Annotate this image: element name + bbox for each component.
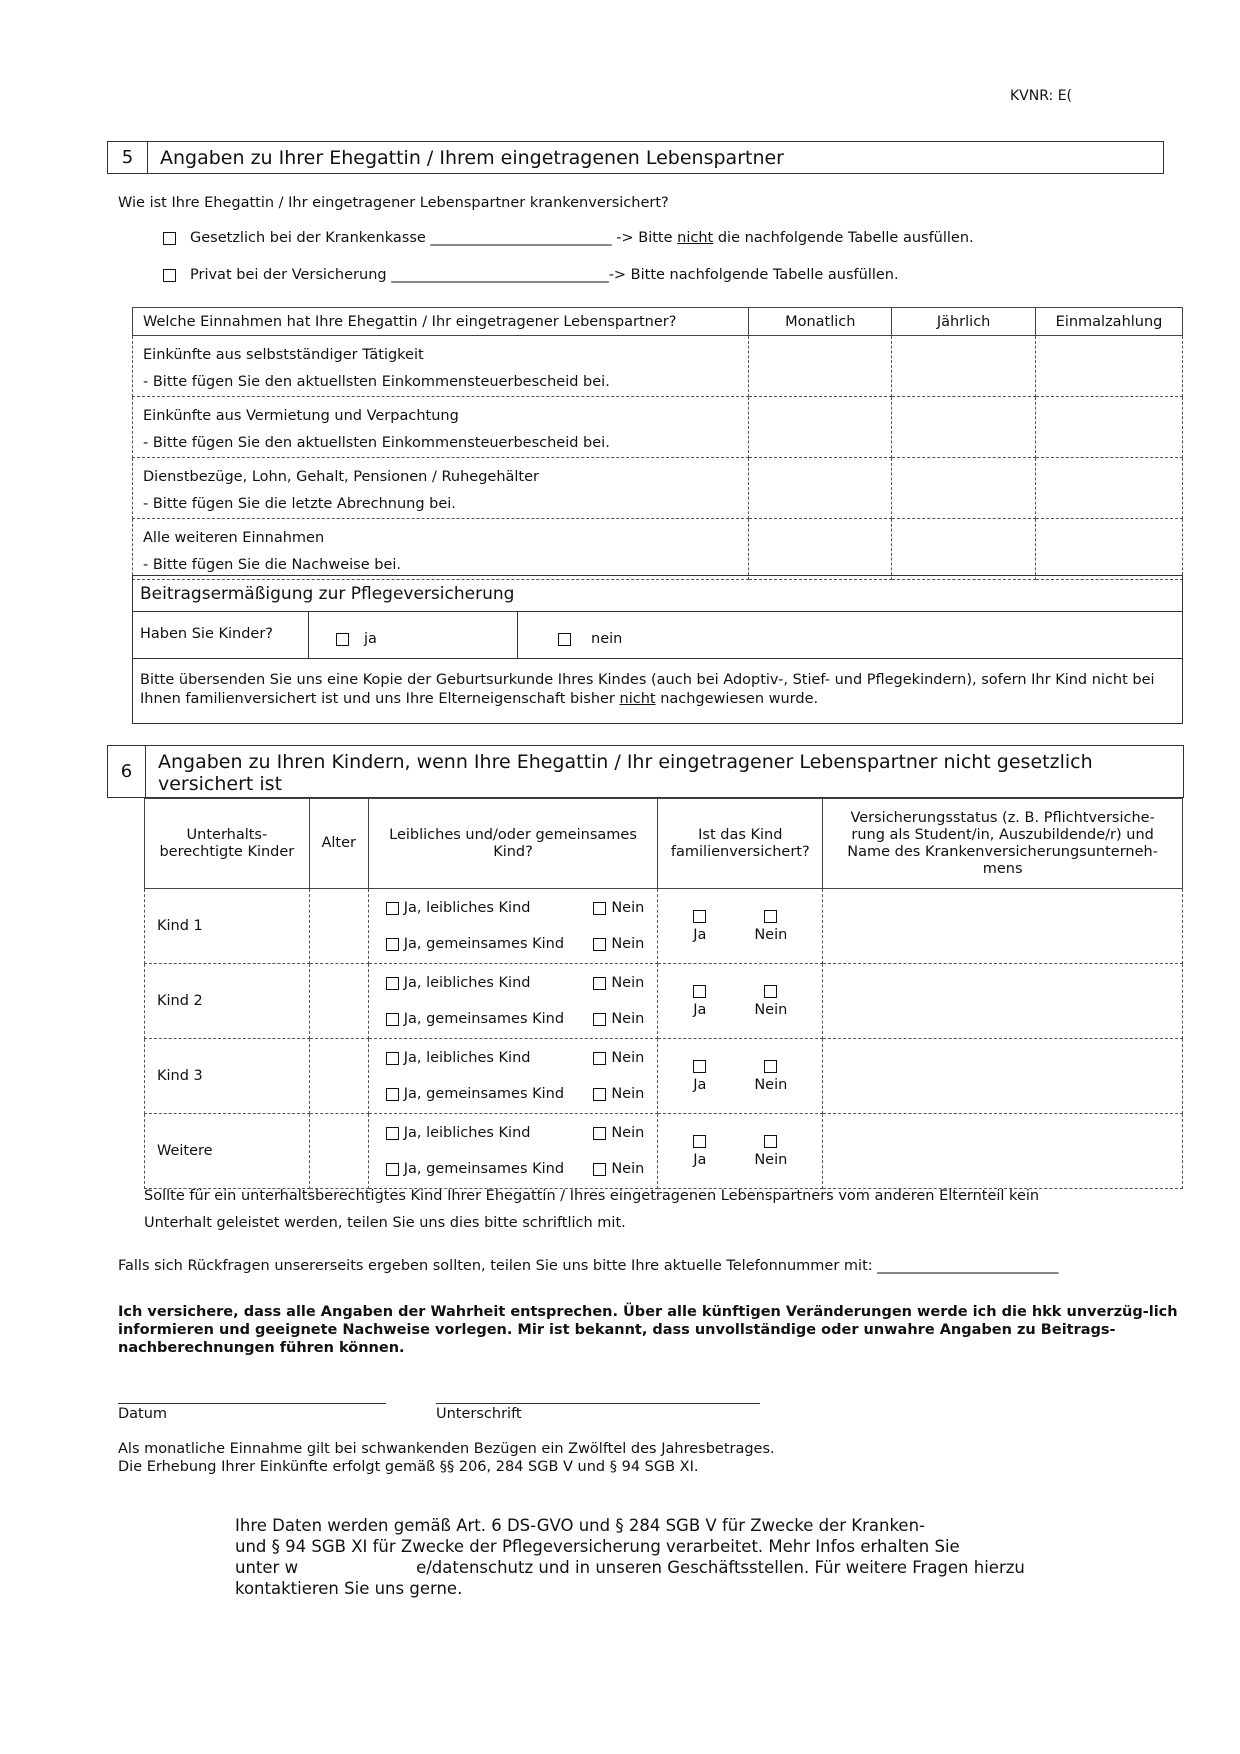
section-number: 5 (108, 142, 148, 173)
option-gemeinsam-nein[interactable]: Nein (593, 1086, 644, 1102)
checkbox-family-yes[interactable] (693, 1060, 706, 1073)
option-leiblich-nein[interactable]: Nein (593, 975, 644, 991)
checkbox-gemeinsam[interactable] (386, 1163, 399, 1176)
income-monthly-field[interactable] (749, 519, 892, 580)
checkbox-gemeinsam-nein[interactable] (593, 1163, 606, 1176)
declaration: Ich versichere, dass alle Angaben der Wahrheit entsprechen. Über alle künftigen Veränderungen werde ich die hkk unverzüg-lich informieren und geeignete Nachweise vorlegen. Mir ist bekannt, dass unvollständige oder unwahre Angaben zu Beitrags-nachberechnungen führen können. (118, 1304, 1178, 1356)
kids-header-age: Alter (309, 799, 368, 889)
insurance-status-field[interactable] (823, 1114, 1183, 1189)
signature-line[interactable] (436, 1403, 760, 1404)
unterhalt-note-line-1: Sollte für ein unterhaltsberechtigtes Kind Ihrer Ehegattin / Ihres eingetragenen Lebenspartners vom anderen Elternteil kein (144, 1188, 1040, 1204)
option-leiblich[interactable]: Ja, leibliches Kind (386, 1050, 531, 1066)
option-leiblich-nein[interactable]: Nein (593, 1050, 644, 1066)
table-row (145, 1114, 1183, 1189)
checkbox-leiblich-nein[interactable] (593, 1127, 606, 1140)
family-insured-no[interactable]: Nein (754, 985, 787, 1018)
option-privat[interactable] (163, 267, 899, 283)
family-insured-no[interactable]: Nein (754, 1060, 787, 1093)
income-type-cell: Einkünfte aus selbstständiger Tätigkeit - Bitte fügen Sie den aktuellsten Einkommensteuerbescheid bei. (133, 336, 749, 397)
checkbox-gemeinsam-nein[interactable] (593, 938, 606, 951)
option-gemeinsam-nein[interactable]: Nein (593, 1011, 644, 1027)
checkbox-family-no[interactable] (764, 1135, 777, 1148)
insurance-status-field[interactable] (823, 1039, 1183, 1114)
checkbox-privat[interactable] (163, 269, 176, 282)
table-row (145, 1039, 1183, 1114)
option-gesetzlich-label: Gesetzlich bei der Krankenkasse _________________________ -> Bitte nicht die nachfolgende Tabelle ausfüllen. (190, 230, 974, 246)
option-gemeinsam[interactable]: Ja, gemeinsames Kind (386, 1086, 564, 1102)
checkbox-family-no[interactable] (764, 985, 777, 998)
option-ja[interactable] (309, 612, 518, 658)
kvnr-label: KVNR: E( (1010, 88, 1073, 104)
option-leiblich-nein[interactable]: Nein (593, 1125, 644, 1141)
section-number: 6 (108, 746, 146, 797)
option-gemeinsam[interactable]: Ja, gemeinsames Kind (386, 1161, 564, 1177)
checkbox-leiblich[interactable] (386, 902, 399, 915)
checkbox-leiblich[interactable] (386, 1127, 399, 1140)
family-insured-yes[interactable]: Ja (693, 985, 706, 1018)
option-gemeinsam-nein[interactable]: Nein (593, 1161, 644, 1177)
income-monthly-field[interactable] (749, 336, 892, 397)
table-row (133, 397, 1183, 458)
signature-label: Unterschrift (436, 1406, 522, 1422)
income-header-type: Welche Einnahmen hat Ihre Ehegattin / Ihr eingetragener Lebenspartner? (133, 308, 749, 336)
income-oneoff-field[interactable] (1036, 519, 1183, 580)
date-label: Datum (118, 1406, 168, 1422)
table-row (133, 458, 1183, 519)
section-title: Angaben zu Ihrer Ehegattin / Ihrem eingetragenen Lebenspartner (160, 146, 784, 169)
pflege-note: Bitte übersenden Sie uns eine Kopie der Geburtsurkunde Ihres Kindes (auch bei Adoptiv-, Stief- und Pflegekindern), sofern Ihr Kind nicht bei Ihnen familienversichert ist und uns Ihre Elterneigenschaft bisher nicht nachgewiesen wurde. (140, 672, 1155, 707)
child-name: Kind 1 (145, 889, 310, 964)
child-name: Kind 3 (145, 1039, 310, 1114)
checkbox-leiblich-nein[interactable] (593, 977, 606, 990)
checkbox-gesetzlich[interactable] (163, 232, 176, 245)
option-nein[interactable] (518, 612, 1182, 658)
child-age-field[interactable] (309, 964, 368, 1039)
insurance-status-field[interactable] (823, 964, 1183, 1039)
checkbox-family-yes[interactable] (693, 910, 706, 923)
child-name: Weitere (145, 1114, 310, 1189)
table-row (145, 964, 1183, 1039)
checkbox-children-no[interactable] (558, 633, 571, 646)
income-header-monthly: Monatlich (749, 308, 892, 336)
checkbox-leiblich[interactable] (386, 977, 399, 990)
phone-request: Falls sich Rückfragen unsererseits ergeben sollten, teilen Sie uns bitte Ihre aktuelle Telefonnummer mit: _________________________ (118, 1258, 1059, 1274)
option-leiblich[interactable]: Ja, leibliches Kind (386, 900, 531, 916)
option-gemeinsam-nein[interactable]: Nein (593, 936, 644, 952)
income-monthly-field[interactable] (749, 458, 892, 519)
kids-header-insurance-status: Versicherungsstatus (z. B. Pflichtversiche-rung als Student/in, Auszubildende/r) und Name des Krankenversicherungsunterneh-mens (823, 799, 1183, 889)
checkbox-leiblich[interactable] (386, 1052, 399, 1065)
checkbox-gemeinsam-nein[interactable] (593, 1013, 606, 1026)
children-question: Haben Sie Kinder? (133, 612, 309, 658)
table-row (145, 889, 1183, 964)
pflege-title: Beitragsermäßigung zur Pflegeversicherung (133, 576, 1182, 612)
section-6-header (107, 745, 1184, 798)
checkbox-gemeinsam[interactable] (386, 1013, 399, 1026)
option-ja-label: ja (364, 631, 377, 647)
checkbox-family-no[interactable] (764, 1060, 777, 1073)
income-type-cell: Einkünfte aus Vermietung und Verpachtung - Bitte fügen Sie den aktuellsten Einkommensteuerbescheid bei. (133, 397, 749, 458)
pflege-box (132, 575, 1183, 724)
checkbox-gemeinsam[interactable] (386, 1088, 399, 1101)
privacy-notice: Ihre Daten werden gemäß Art. 6 DS-GVO und § 284 SGB V für Zwecke der Kranken- und § 94 SGB XI für Zwecke der Pflegeversicherung verarbeitet. Mehr Infos erhalten Sie unter w e/datenschutz und in unseren Geschäftsstellen. Für weitere Fragen hierzu kontaktieren Sie uns gerne. (235, 1516, 1025, 1598)
option-leiblich-nein[interactable]: Nein (593, 900, 644, 916)
checkbox-gemeinsam-nein[interactable] (593, 1088, 606, 1101)
income-oneoff-field[interactable] (1036, 458, 1183, 519)
family-insured-yes[interactable]: Ja (693, 910, 706, 943)
income-header-oneoff: Einmalzahlung (1036, 308, 1183, 336)
option-gesetzlich[interactable] (163, 230, 974, 246)
income-yearly-field[interactable] (892, 458, 1036, 519)
income-yearly-field[interactable] (892, 397, 1036, 458)
kids-header-relation: Leibliches und/oder gemeinsames Kind? (368, 799, 658, 889)
info-legal-basis: Die Erhebung Ihrer Einkünfte erfolgt gemäß §§ 206, 284 SGB V und § 94 SGB XI. (118, 1459, 699, 1475)
info-monthly-income: Als monatliche Einnahme gilt bei schwankenden Bezügen ein Zwölftel des Jahresbetrages. (118, 1441, 775, 1457)
income-monthly-field[interactable] (749, 397, 892, 458)
income-type-cell: Dienstbezüge, Lohn, Gehalt, Pensionen / Ruhegehälter - Bitte fügen Sie die letzte Abrechnung bei. (133, 458, 749, 519)
option-gemeinsam[interactable]: Ja, gemeinsames Kind (386, 936, 564, 952)
child-age-field[interactable] (309, 889, 368, 964)
checkbox-family-yes[interactable] (693, 1135, 706, 1148)
checkbox-children-yes[interactable] (336, 633, 349, 646)
family-insured-no[interactable]: Nein (754, 1135, 787, 1168)
child-age-field[interactable] (309, 1114, 368, 1189)
income-yearly-field[interactable] (892, 336, 1036, 397)
checkbox-gemeinsam[interactable] (386, 938, 399, 951)
family-insured-no[interactable]: Nein (754, 910, 787, 943)
income-table (132, 307, 1183, 580)
option-leiblich[interactable]: Ja, leibliches Kind (386, 975, 531, 991)
option-privat-label: Privat bei der Versicherung ______________________________-> Bitte nachfolgende Tabelle ausfüllen. (190, 267, 899, 283)
income-type-cell: Alle weiteren Einnahmen - Bitte fügen Sie die Nachweise bei. (133, 519, 749, 580)
child-age-field[interactable] (309, 1039, 368, 1114)
income-oneoff-field[interactable] (1036, 336, 1183, 397)
option-gemeinsam[interactable]: Ja, gemeinsames Kind (386, 1011, 564, 1027)
family-insured-yes[interactable]: Ja (693, 1060, 706, 1093)
insurance-question: Wie ist Ihre Ehegattin / Ihr eingetragener Lebenspartner krankenversichert? (118, 195, 669, 211)
child-name: Kind 2 (145, 964, 310, 1039)
checkbox-family-yes[interactable] (693, 985, 706, 998)
option-nein-label: nein (591, 631, 623, 647)
date-line[interactable] (118, 1403, 386, 1404)
checkbox-leiblich-nein[interactable] (593, 902, 606, 915)
table-row (133, 336, 1183, 397)
table-row (133, 519, 1183, 580)
option-leiblich[interactable]: Ja, leibliches Kind (386, 1125, 531, 1141)
unterhalt-note-line-2: Unterhalt geleistet werden, teilen Sie uns dies bitte schriftlich mit. (144, 1215, 626, 1231)
income-yearly-field[interactable] (892, 519, 1036, 580)
kids-header-family-insured: Ist das Kind familienversichert? (658, 799, 823, 889)
insurance-status-field[interactable] (823, 889, 1183, 964)
family-insured-yes[interactable]: Ja (693, 1135, 706, 1168)
section-5-header (107, 141, 1164, 174)
section-title: Angaben zu Ihren Kindern, wenn Ihre Ehegattin / Ihr eingetragener Lebenspartner nicht gesetzlich versichert ist (158, 750, 1093, 795)
income-oneoff-field[interactable] (1036, 397, 1183, 458)
income-header-yearly: Jährlich (892, 308, 1036, 336)
checkbox-leiblich-nein[interactable] (593, 1052, 606, 1065)
checkbox-family-no[interactable] (764, 910, 777, 923)
children-table (144, 798, 1183, 1189)
kids-header-children: Unterhalts-berechtigte Kinder (145, 799, 310, 889)
